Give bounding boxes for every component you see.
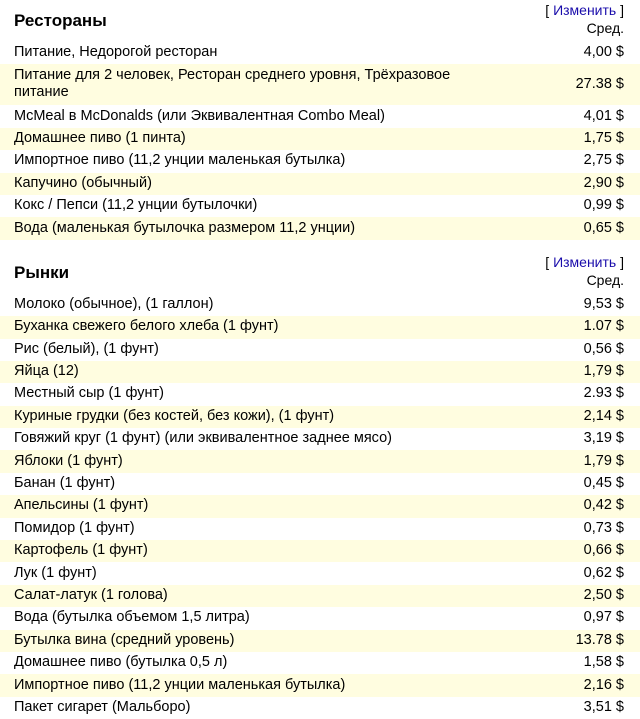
restaurants-header-right: [ Изменить ] Сред.	[545, 2, 624, 36]
table-row	[0, 294, 640, 316]
table-row	[0, 562, 640, 584]
markets-header	[0, 254, 640, 294]
item-name: Капучино (обычный)	[0, 173, 490, 195]
item-price: 0,66 $	[490, 540, 640, 562]
item-price: 4,01 $	[583, 107, 624, 124]
item-price: 2,90 $	[490, 173, 640, 195]
table-row	[0, 150, 640, 172]
table-row	[0, 540, 640, 562]
item-name: Питание, Недорогой ресторан	[14, 44, 218, 61]
item-name: Пакет сигарет (Мальборо)	[14, 698, 191, 715]
table-row	[0, 195, 640, 217]
item-price: 3,51 $	[583, 698, 624, 715]
table-row	[0, 105, 640, 127]
table-row	[0, 64, 640, 105]
table-row	[0, 173, 640, 195]
item-name: Лук (1 фунт)	[14, 564, 97, 581]
restaurants-avg-header: Сред.	[586, 20, 624, 36]
item-price: 0,73 $	[583, 519, 624, 536]
item-name: Молоко (обычное), (1 галлон)	[14, 295, 214, 312]
item-price: 9,53 $	[583, 295, 624, 312]
item-price: 0,65 $	[490, 217, 640, 239]
item-name: Импортное пиво (11,2 унции маленькая бутылка)	[14, 152, 346, 169]
table-row	[0, 361, 640, 383]
restaurants-edit-link[interactable]: Изменить	[553, 2, 617, 18]
item-price: 1,58 $	[583, 654, 624, 671]
item-name: Импортное пиво (11,2 унции маленькая бутылка)	[0, 674, 490, 696]
restaurants-title: Рестораны	[14, 11, 107, 30]
table-row	[0, 652, 640, 674]
table-row	[0, 630, 640, 652]
table-row	[0, 383, 640, 405]
item-name: Рис (белый), (1 фунт)	[14, 340, 159, 357]
table-row	[0, 316, 640, 338]
item-name: Вода (маленькая бутылочка размером 11,2 унции)	[0, 217, 490, 239]
item-name: Помидор (1 фунт)	[14, 519, 135, 536]
item-price: 3,19 $	[583, 430, 624, 447]
table-row	[0, 607, 640, 629]
item-name: Местный сыр (1 фунт)	[14, 385, 164, 402]
item-price: 1,75 $	[490, 128, 640, 150]
markets-avg-header: Сред.	[586, 271, 624, 288]
table-row	[0, 406, 640, 428]
table-row	[0, 128, 640, 150]
item-name: Питание для 2 человек, Ресторан среднего уровня, Трёхразовое питание	[0, 64, 490, 105]
item-price: 1,79 $	[490, 361, 640, 383]
item-price: 2,16 $	[490, 674, 640, 696]
item-name: Банан (1 фунт)	[14, 475, 116, 492]
table-row	[0, 450, 640, 472]
item-price: 2,14 $	[490, 406, 640, 428]
item-name: McMeal в McDonalds (или Эквивалентная Combo Meal)	[14, 107, 385, 124]
item-price: 1.07 $	[490, 316, 640, 338]
item-name: Яйца (12)	[0, 361, 490, 383]
markets-edit-link[interactable]: Изменить	[553, 253, 617, 270]
markets-title: Рынки	[14, 262, 70, 282]
item-price: 13.78 $	[490, 630, 640, 652]
table-row	[0, 495, 640, 517]
table-row	[0, 473, 640, 495]
item-name: Домашнее пиво (бутылка 0,5 л)	[14, 654, 228, 671]
table-row	[0, 339, 640, 361]
item-name: Картофель (1 фунт)	[0, 540, 490, 562]
item-price: 27.38 $	[490, 64, 640, 105]
item-price: 4,00 $	[583, 44, 624, 61]
item-name: Куриные грудки (без костей, без кожи), (1 фунт)	[0, 406, 490, 428]
table-row	[0, 585, 640, 607]
table-row	[0, 518, 640, 540]
item-name: Апельсины (1 фунт)	[0, 495, 490, 517]
markets-header-right: [ Изменить ] Сред.	[545, 253, 624, 288]
table-row	[0, 697, 640, 719]
item-price: 0,62 $	[583, 564, 624, 581]
item-price: 0,97 $	[583, 609, 624, 626]
item-price: 0,42 $	[490, 495, 640, 517]
item-name: Бутылка вина (средний уровень)	[0, 630, 490, 652]
item-price: 2.93 $	[583, 385, 624, 402]
item-price: 2,50 $	[490, 585, 640, 607]
item-price: 0,56 $	[583, 340, 624, 357]
item-price: 1,79 $	[490, 450, 640, 472]
table-row	[0, 428, 640, 450]
table-row	[0, 42, 640, 64]
table-row	[0, 674, 640, 696]
restaurants-header	[0, 2, 640, 42]
restaurants-section	[0, 2, 640, 240]
item-name: Домашнее пиво (1 пинта)	[0, 128, 490, 150]
item-name: Буханка свежего белого хлеба (1 фунт)	[0, 316, 490, 338]
table-row	[0, 217, 640, 239]
item-name: Кокс / Пепси (11,2 унции бутылочки)	[14, 197, 258, 214]
item-name: Вода (бутылка объемом 1,5 литра)	[14, 609, 250, 626]
item-price: 0,45 $	[583, 475, 624, 492]
item-name: Говяжий круг (1 фунт) (или эквивалентное заднее мясо)	[14, 430, 392, 447]
markets-table	[0, 294, 640, 719]
restaurants-table	[0, 42, 640, 240]
item-price: 0,99 $	[583, 197, 624, 214]
item-price: 2,75 $	[583, 152, 624, 169]
item-name: Яблоки (1 фунт)	[0, 450, 490, 472]
markets-section	[0, 254, 640, 719]
item-name: Салат-латук (1 голова)	[0, 585, 490, 607]
